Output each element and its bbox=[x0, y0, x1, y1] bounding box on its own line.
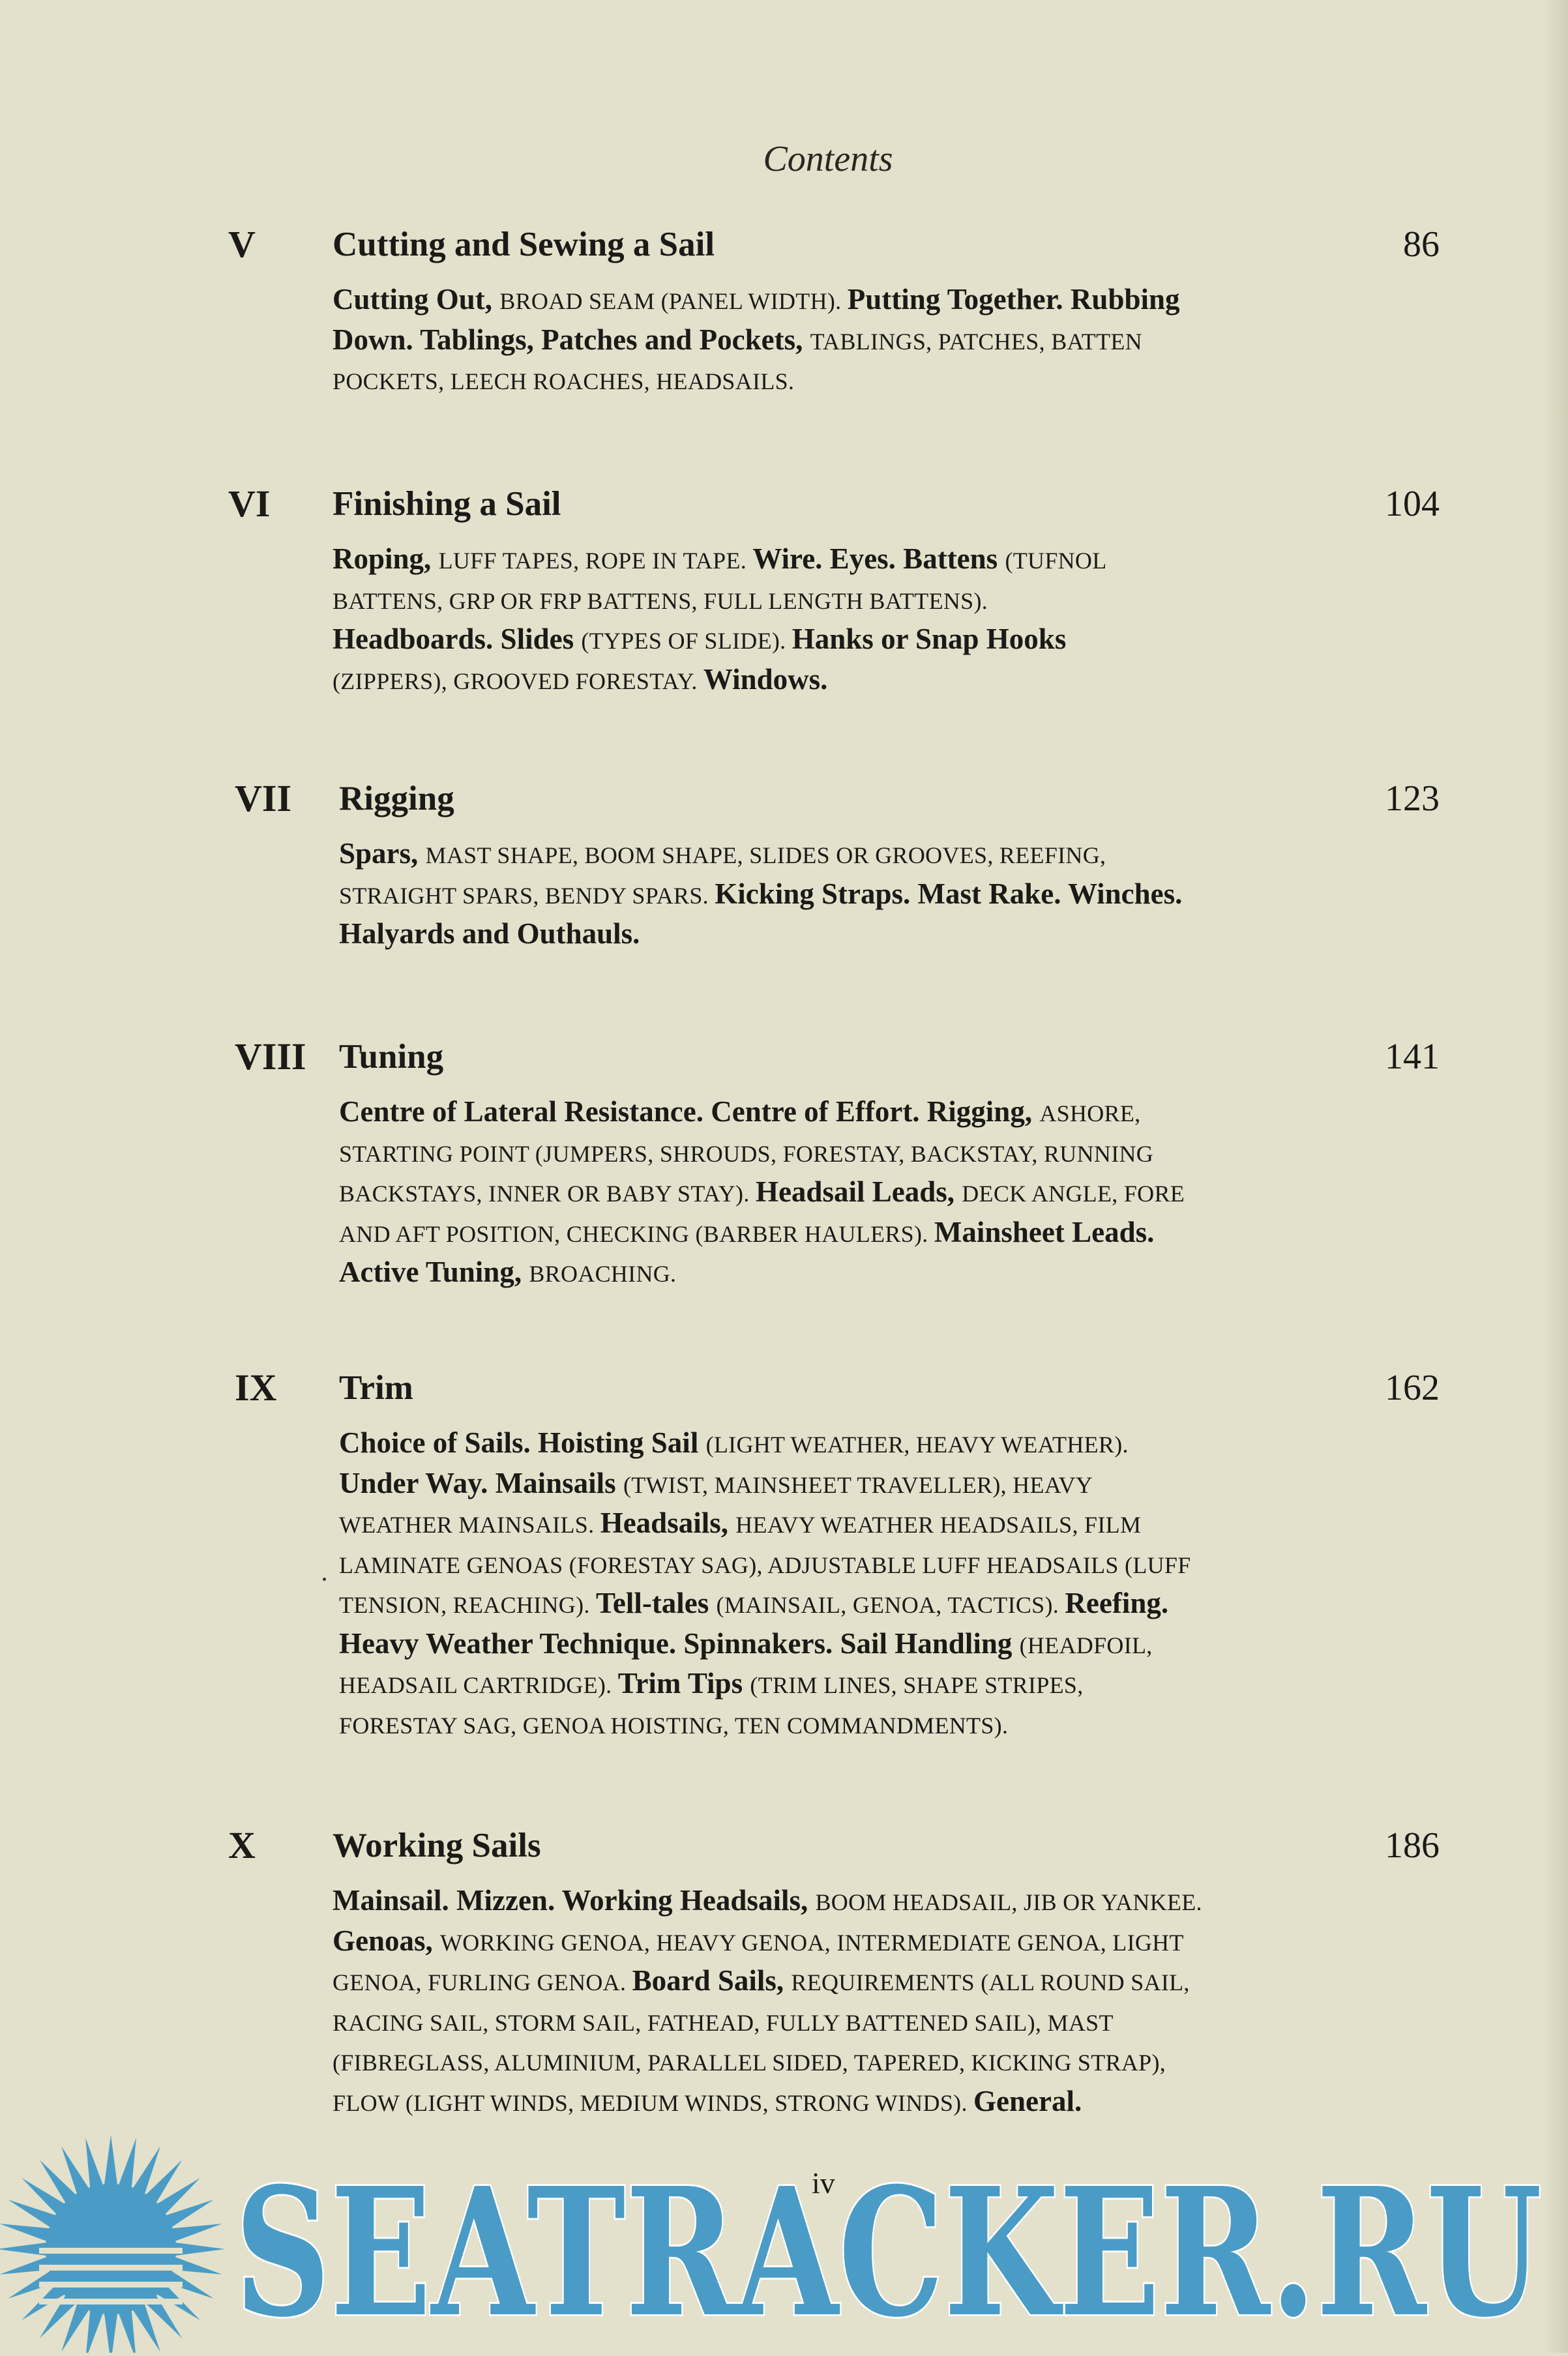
subtopic-text: HEADSAIL CARTRIDGE). bbox=[339, 1672, 618, 1698]
subtopic-text: BOOM HEADSAIL, JIB OR YANKEE. bbox=[815, 1889, 1202, 1915]
section-heading-text: Wire. Eyes. Battens bbox=[752, 542, 1005, 575]
subtopic-text: TABLINGS, PATCHES, BATTEN bbox=[810, 328, 1142, 355]
chapter-page-number: 123 bbox=[1385, 778, 1440, 819]
subtopic-text: ASHORE, bbox=[1039, 1100, 1141, 1126]
section-heading-text: Hanks or Snap Hooks bbox=[791, 623, 1067, 655]
section-heading-text: Putting Together. Rubbing bbox=[847, 283, 1180, 316]
chapter-number: VII bbox=[235, 777, 292, 819]
chapter-number: IX bbox=[235, 1366, 277, 1409]
description-line bbox=[339, 1625, 1297, 1665]
subtopic-text: (TUFNOL bbox=[1005, 548, 1107, 574]
section-heading-text: Mainsheet Leads. bbox=[934, 1215, 1155, 1248]
subtopic-text: BROAD SEAM (PANEL WIDTH). bbox=[499, 288, 848, 314]
description-line bbox=[333, 620, 1291, 660]
description-line bbox=[339, 1213, 1297, 1254]
description-line bbox=[339, 1464, 1297, 1505]
chapter-page-number: 141 bbox=[1385, 1037, 1440, 1077]
chapter-number: VI bbox=[228, 482, 271, 525]
subtopic-text: FORESTAY SAG, GENOA HOISTING, TEN COMMANDMENTS). bbox=[339, 1712, 1009, 1739]
section-heading-text: Trim Tips bbox=[617, 1667, 750, 1700]
description-line bbox=[339, 1544, 1297, 1585]
description-line bbox=[333, 1962, 1291, 2002]
section-heading-text: Board Sails, bbox=[632, 1964, 791, 1997]
chapter-page-number: 186 bbox=[1385, 1825, 1440, 1866]
section-heading-text: Active Tuning, bbox=[339, 1256, 529, 1288]
description-line bbox=[333, 321, 1291, 361]
section-heading-text: Halyards and Outhauls. bbox=[339, 917, 640, 950]
description-line bbox=[339, 1424, 1297, 1464]
subtopic-text: (FIBREGLASS, ALUMINIUM, PARALLEL SIDED, TAPERED, KICKING STRAP), bbox=[333, 2050, 1166, 2076]
subtopic-text: RACING SAIL, STORM SAIL, FATHEAD, FULLY BATTENED SAIL), MAST bbox=[333, 2009, 1114, 2036]
subtopic-text: (TWIST, MAINSHEET TRAVELLER), HEAVY bbox=[623, 1471, 1093, 1498]
description-line bbox=[339, 1705, 1297, 1745]
subtopic-text: (ZIPPERS), GROOVED FORESTAY. bbox=[333, 668, 703, 694]
section-heading-text: Headsails, bbox=[600, 1507, 736, 1539]
subtopic-text: (MAINSAIL, GENOA, TACTICS). bbox=[716, 1592, 1065, 1618]
chapter-page-number: 162 bbox=[1385, 1368, 1440, 1408]
subtopic-text: MAST SHAPE, BOOM SHAPE, SLIDES OR GROOVES, REEFING, bbox=[425, 842, 1106, 868]
section-heading-text: Centre of Lateral Resistance. Centre of Effort. Rigging, bbox=[339, 1095, 1040, 1128]
chapter-title: Cutting and Sewing a Sail bbox=[333, 226, 715, 263]
subtopic-text: BROACHING. bbox=[529, 1261, 677, 1287]
watermark-text: SEATRACKER.RU bbox=[235, 2149, 1542, 2353]
subtopic-text: (LIGHT WEATHER, HEAVY WEATHER). bbox=[705, 1432, 1129, 1458]
subtopic-text: POCKETS, LEECH ROACHES, HEADSAILS. bbox=[333, 368, 795, 394]
subtopic-text: REQUIREMENTS (ALL ROUND SAIL, bbox=[791, 1969, 1190, 1995]
description-line bbox=[333, 1922, 1291, 1962]
description-line bbox=[333, 2042, 1291, 2082]
subtopic-text: DECK ANGLE, FORE bbox=[962, 1181, 1185, 1207]
chapter-number: VIII bbox=[235, 1035, 306, 1078]
subtopic-text: (HEADFOIL, bbox=[1019, 1632, 1153, 1658]
chapter-description bbox=[333, 540, 1291, 700]
subtopic-text: LAMINATE GENOAS (FORESTAY SAG), ADJUSTABLE LUFF HEADSAILS (LUFF bbox=[339, 1552, 1191, 1578]
section-heading-text: Heavy Weather Technique. Spinnakers. Sail Handling bbox=[339, 1627, 1020, 1660]
description-line bbox=[333, 540, 1291, 580]
chapter-title: Rigging bbox=[339, 780, 454, 817]
description-line bbox=[333, 580, 1291, 621]
section-heading-text: Mainsail. Mizzen. Working Headsails, bbox=[333, 1884, 816, 1917]
chapter-description bbox=[339, 1424, 1297, 1745]
description-line bbox=[339, 875, 1297, 915]
chapter-title: Finishing a Sail bbox=[333, 485, 561, 523]
chapter-page-number: 104 bbox=[1385, 484, 1440, 524]
section-heading-text: Under Way. Mainsails bbox=[339, 1466, 623, 1499]
description-line bbox=[339, 1253, 1297, 1293]
section-heading-text: Down. Tablings, Patches and Pockets, bbox=[333, 323, 810, 356]
subtopic-text: TENSION, REACHING). bbox=[339, 1592, 596, 1618]
subtopic-text: HEAVY WEATHER HEADSAILS, FILM bbox=[735, 1512, 1142, 1538]
chapter-description bbox=[339, 1093, 1297, 1293]
section-heading-text: Spars, bbox=[339, 837, 426, 870]
chapter-description bbox=[339, 834, 1297, 953]
chapter-number: X bbox=[228, 1824, 256, 1866]
subtopic-text: GENOA, FURLING GENOA. bbox=[333, 1969, 632, 1995]
chapter-number: V bbox=[228, 223, 256, 265]
section-heading-text: Cutting Out, bbox=[333, 283, 500, 316]
stray-mark bbox=[323, 1578, 326, 1581]
description-line bbox=[333, 2002, 1291, 2042]
chapter-title: Working Sails bbox=[333, 1827, 541, 1864]
section-heading-text: Tell-tales bbox=[595, 1587, 717, 1619]
running-head: Contents bbox=[763, 139, 893, 179]
subtopic-text: (TRIM LINES, SHAPE STRIPES, bbox=[750, 1672, 1084, 1698]
subtopic-text: AND AFT POSITION, CHECKING (BARBER HAULERS). bbox=[339, 1220, 934, 1247]
watermark-graphic bbox=[0, 2112, 1568, 2353]
subtopic-text: (TYPES OF SLIDE). bbox=[581, 628, 792, 654]
description-line bbox=[339, 1504, 1297, 1544]
description-line bbox=[339, 1584, 1297, 1625]
subtopic-text: STRAIGHT SPARS, BENDY SPARS. bbox=[339, 882, 715, 909]
section-heading-text: General. bbox=[973, 2084, 1082, 2117]
subtopic-text: BATTENS, GRP OR FRP BATTENS, FULL LENGTH BATTENS). bbox=[333, 587, 988, 614]
section-heading-text: Windows. bbox=[703, 662, 828, 696]
subtopic-text: LUFF TAPES, ROPE IN TAPE. bbox=[438, 548, 753, 574]
chapter-page-number: 86 bbox=[1403, 224, 1440, 265]
section-heading-text: Reefing. bbox=[1065, 1587, 1169, 1619]
section-heading-text: Headboards. Slides bbox=[333, 623, 582, 655]
description-line bbox=[339, 1093, 1297, 1133]
description-line bbox=[333, 1881, 1291, 1922]
description-line bbox=[339, 1664, 1297, 1705]
section-heading-text: Headsail Leads, bbox=[755, 1175, 962, 1208]
description-line bbox=[339, 1133, 1297, 1173]
description-line bbox=[339, 1173, 1297, 1213]
chapter-title: Trim bbox=[339, 1369, 413, 1407]
description-line bbox=[333, 280, 1291, 321]
description-line bbox=[333, 660, 1291, 701]
folio-page-number: iv bbox=[812, 2166, 835, 2200]
subtopic-text: WEATHER MAINSAILS. bbox=[339, 1512, 600, 1538]
chapter-description bbox=[333, 1881, 1291, 2122]
chapter-title: Tuning bbox=[339, 1038, 444, 1076]
section-heading-text: Choice of Sails. Hoisting Sail bbox=[339, 1426, 706, 1459]
sun-icon bbox=[0, 2135, 225, 2353]
page-edge-shadow bbox=[1543, 0, 1568, 2353]
description-line bbox=[339, 834, 1297, 875]
section-heading-text: Genoas, bbox=[333, 1924, 441, 1957]
description-line bbox=[339, 915, 1297, 953]
subtopic-text: STARTING POINT (JUMPERS, SHROUDS, FORESTAY, BACKSTAY, RUNNING bbox=[339, 1140, 1154, 1167]
subtopic-text: FLOW (LIGHT WINDS, MEDIUM WINDS, STRONG WINDS). bbox=[333, 2089, 974, 2116]
watermark bbox=[0, 2112, 1568, 2353]
description-line bbox=[333, 361, 1291, 401]
chapter-description bbox=[333, 280, 1291, 401]
section-heading-text: Kicking Straps. Mast Rake. Winches. bbox=[715, 877, 1183, 910]
subtopic-text: WORKING GENOA, HEAVY GENOA, INTERMEDIATE GENOA, LIGHT bbox=[440, 1929, 1184, 1956]
subtopic-text: BACKSTAYS, INNER OR BABY STAY). bbox=[339, 1181, 756, 1207]
section-heading-text: Roping, bbox=[333, 542, 439, 575]
